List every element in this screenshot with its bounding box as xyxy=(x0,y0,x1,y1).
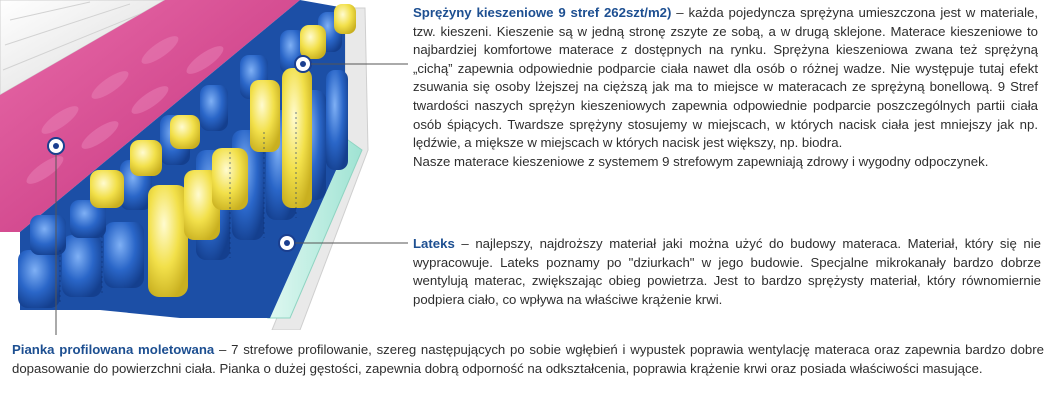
target-dot-icon xyxy=(279,235,295,251)
foam-heading: Pianka profilowana moletowana xyxy=(12,342,215,357)
pocket-springs-summary: Nasze materace kieszeniowe z systemem 9 strefowym zapewniają zdrowy i wygodny odpoczynek. xyxy=(413,153,989,169)
mattress-cross-section-illustration xyxy=(0,0,370,330)
target-dot-icon xyxy=(295,56,311,72)
target-dot-icon xyxy=(48,138,64,154)
pocket-springs-heading: Sprężyny kieszeniowe 9 stref 262szt/m2) xyxy=(413,5,672,20)
pocket-springs-description xyxy=(413,4,1038,171)
pocket-springs-text: – każda pojedyncza sprężyna umieszczona jest w materiale, tzw. kieszeni. Kieszenie są w jedną stronę zszyte ze sobą, a w drugą sklejone. Materace kieszeniowe to najbardziej komfortowe materace z dostępnych na rynku. Sprężyna kieszeniowa zwana też sprężyną „cichą” zapewnia odpowiednie podparcie ciała nawet dla osób o różnej wadze. Nie występuje tutaj efekt zsuwania się osoby lżejszej na cięższą jak ma to miejsce w materacach ze sprężyną bonellową. 9 Stref twardości naszych sprężyn kieszeniowych zapewnia odpowiednie podparcie poszczególnych partii ciała osób śpiących. Twardsze sprężyny stosujemy w miejscach, w których nacisk ciała jest mniejszy jak np. lędźwie, a miększe w miejscach w których nacisk jest większy, np. biodra. xyxy=(413,5,1038,151)
latex-heading: Lateks xyxy=(413,236,455,251)
foam-description xyxy=(12,341,1044,378)
foam-text: – 7 strefowe profilowanie, szereg następujących po sobie wgłębień i wypustek poprawia wentylację materaca oraz zapewnia bardzo dobre dopasowanie do powierzchni ciała. Pianka o dużej gęstości, zapewnia dobrą odporność na odkształcenia, poprawia krążenie krwi oraz posiada właściwości masujące. xyxy=(12,342,1044,376)
latex-text: – najlepszy, najdroższy materiał jaki można użyć do budowy materaca. Materiał, który się nie wypracowuje. Lateks poznamy po "dziurkach" w jego budowie. Specjalne mikrokanały bardzo dobrze wentylują materac, zwiększając obieg powietrza. Jest to bardzo sprężysty materiał, który równomiernie podpiera ciało, co wpływa na właściwe krążenie krwi. xyxy=(413,236,1041,307)
latex-description xyxy=(413,235,1041,309)
